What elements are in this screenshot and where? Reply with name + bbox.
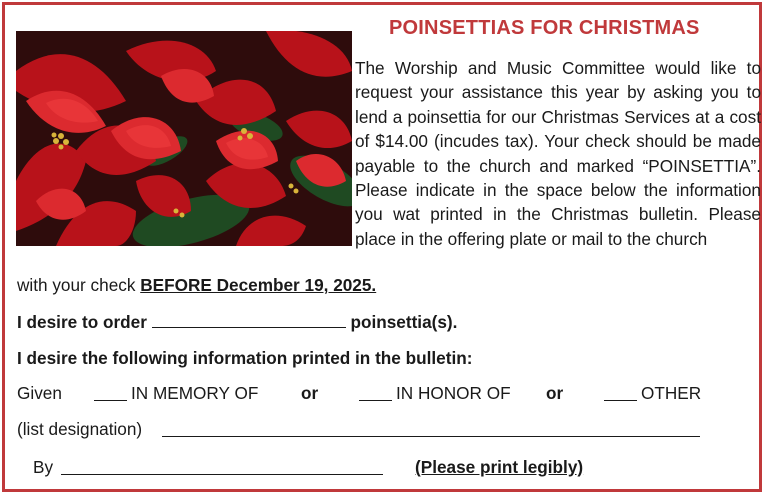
by-signature-field[interactable] (61, 460, 383, 475)
designation-label: (list designation) (17, 419, 143, 439)
order-quantity-field[interactable] (152, 313, 346, 328)
given-label: Given (17, 383, 62, 403)
order-row (17, 312, 457, 333)
or-word-2: or (546, 383, 564, 403)
option-other-label: OTHER (641, 383, 702, 403)
designation-field[interactable] (162, 422, 700, 437)
option-honor-label: IN HONOR OF (396, 383, 511, 403)
or-word-1: or (301, 383, 319, 403)
deadline-text: BEFORE December 19, 2025. (140, 275, 377, 295)
honor-blank[interactable] (359, 386, 392, 401)
intro-continuation (17, 275, 376, 296)
memory-blank[interactable] (94, 386, 127, 401)
order-label: I desire to order (17, 312, 147, 332)
option-memory-label: IN MEMORY OF (131, 383, 259, 403)
by-label: By (33, 457, 54, 477)
intro-paragraph: The Worship and Music Committee would like to request your assistance this year by asking you to lend a poinsettia for our Christmas Services at a cost of $14.00 (incudes tax). Your check should be made payable to the church and marked “POINSETTIA”. Please indicate in the space below the information you wat printed in the Christmas bulletin. Please place in the offering plate or mail to the church (355, 58, 761, 249)
order-suffix: poinsettia(s). (350, 312, 458, 332)
poinsettia-photo (16, 31, 352, 246)
page-title: POINSETTIAS FOR CHRISTMAS (389, 17, 700, 39)
info-heading: I desire the following information printed in the bulletin: (17, 348, 473, 368)
other-blank[interactable] (604, 386, 637, 401)
flyer-card (2, 2, 762, 492)
intro-continuation-text: with your check (17, 275, 136, 295)
print-legibly-note: (Please print legibly) (415, 457, 584, 477)
